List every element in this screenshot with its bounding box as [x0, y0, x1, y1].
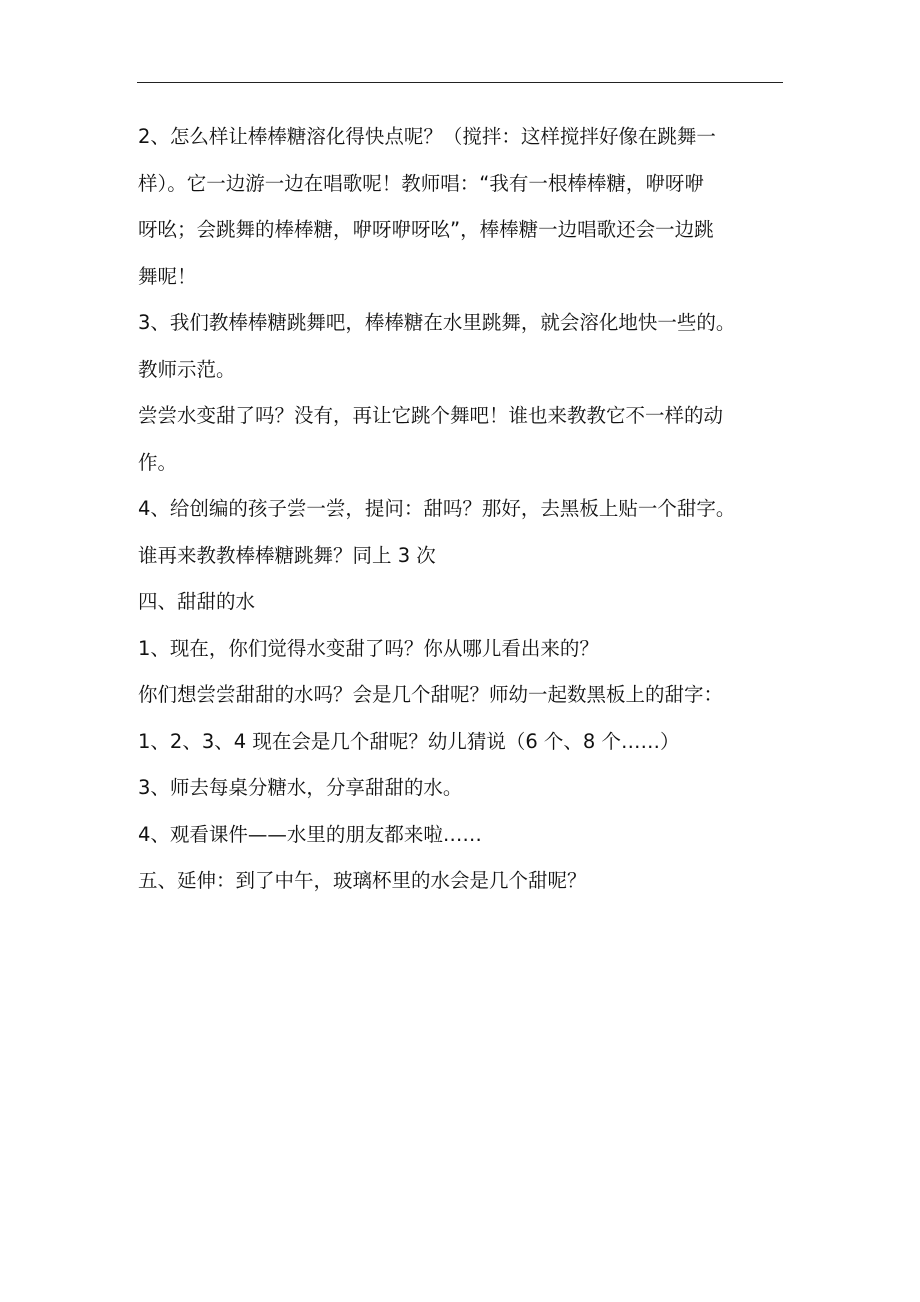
- text-line: 1、现在，你们觉得水变甜了吗？你从哪儿看出来的？: [138, 636, 599, 660]
- text-line: 4、给创编的孩子尝一尝，提问：甜吗？那好，去黑板上贴一个甜字。: [138, 497, 736, 520]
- text-line: 1、2、3、4 现在会是几个甜呢？幼儿猜说（6 个、8 个……）: [138, 729, 680, 753]
- text-line: 作。: [138, 450, 178, 474]
- text-line: 谁再来教教棒棒糖跳舞？同上 3 次: [138, 543, 436, 567]
- section-heading: 五、延伸：到了中午，玻璃杯里的水会是几个甜呢？: [138, 869, 587, 892]
- text-line: 呀吆；会跳舞的棒棒糖，咿呀咿呀吆”，棒棒糖一边唱歌还会一边跳: [138, 218, 714, 241]
- header-rule: [137, 82, 783, 83]
- text-line: 舞呢！: [138, 264, 197, 288]
- text-line: 3、我们教棒棒糖跳舞吧，棒棒糖在水里跳舞，就会溶化地快一些的。: [138, 311, 736, 334]
- text-line: 教师示范。: [138, 357, 236, 381]
- text-line: 你们想尝尝甜甜的水吗？会是几个甜呢？师幼一起数黑板上的甜字：: [138, 683, 724, 706]
- section-heading: 四、甜甜的水: [138, 590, 256, 613]
- text-line: 样）。它一边游一边在唱歌呢！教师唱：“我有一根棒棒糖，咿呀咿: [138, 171, 704, 195]
- text-line: 3、师去每桌分糖水，分享甜甜的水。: [138, 776, 463, 799]
- text-line: 2、怎么样让棒棒糖溶化得快点呢？（搅拌：这样搅拌好像在跳舞一: [138, 125, 716, 148]
- text-line: 尝尝水变甜了吗？没有，再让它跳个舞吧！谁也来教教它不一样的动: [138, 404, 724, 427]
- document-body: [138, 122, 788, 913]
- text-line: 4、观看课件——水里的朋友都来啦……: [138, 822, 482, 846]
